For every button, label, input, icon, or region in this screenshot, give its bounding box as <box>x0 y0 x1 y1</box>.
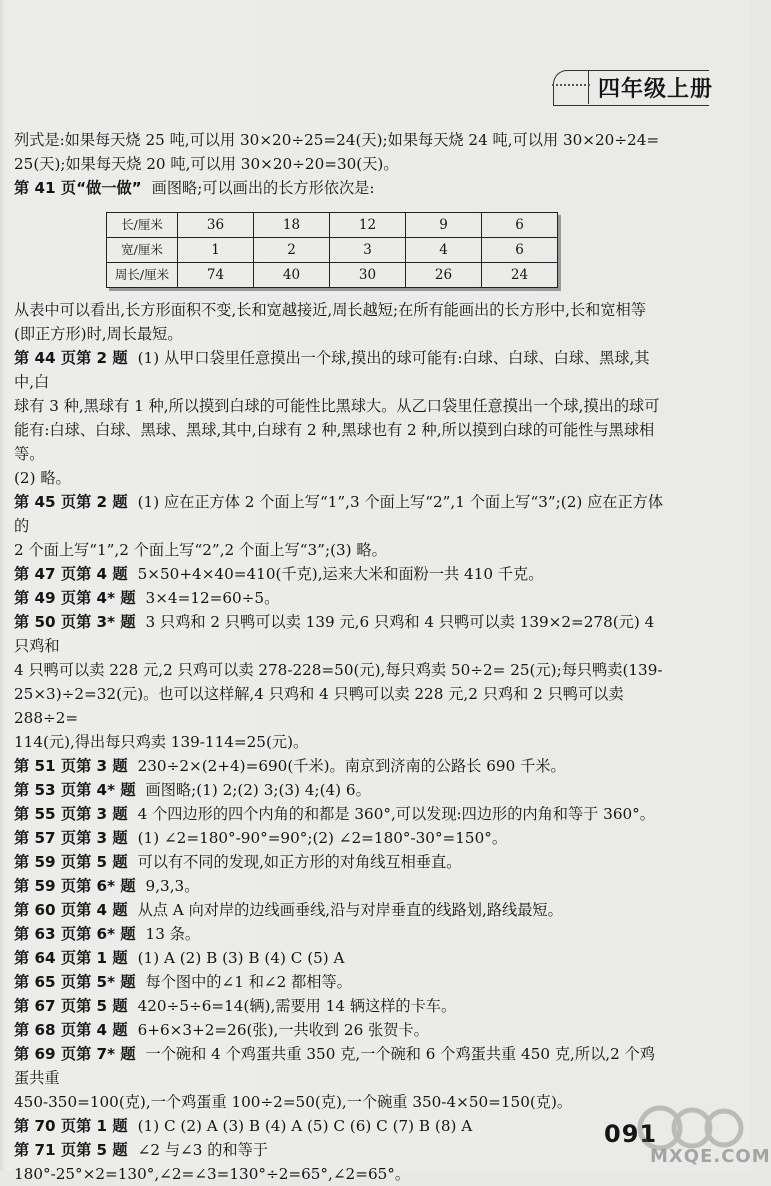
answer-label: 第 49 页第 4* 题 <box>14 589 136 607</box>
table-cell: 40 <box>254 263 330 288</box>
answer-text: (1) ∠2=180°-90°=90°;(2) ∠2=180°-30°=150°。 <box>137 829 508 847</box>
answer-text: (1) 从甲口袋里任意摸出一个球,摸出的球可能有:白球、白球、白球、黑球,其中,白 <box>14 349 650 391</box>
table-cell: 30 <box>330 263 406 288</box>
table-row-header: 宽/厘米 <box>107 238 178 263</box>
answer-label: 第 65 页第 5* 题 <box>14 973 136 991</box>
answer-label: 第 59 页第 5 题 <box>14 853 128 871</box>
line: 2 个面上写“1”,2 个面上写“2”,2 个面上写“3”;(3) 略。 <box>14 541 387 559</box>
answer-text: 6+6×3+2=26(张),一共收到 26 张贺卡。 <box>137 1021 429 1039</box>
line: (即正方形)时,周长最短。 <box>14 325 183 343</box>
answer-label: 第 55 页第 3 题 <box>14 805 128 823</box>
answer-label: 第 45 页第 2 题 <box>14 493 128 511</box>
answer-p57 <box>14 826 664 850</box>
answer-text: (1) C (2) A (3) B (4) A (5) C (6) C (7) B (8) A <box>137 1117 473 1135</box>
line: 列式是:如果每天烧 25 吨,可以用 30×20÷25=24(天);如果每天烧 24 吨,可以用 30×20÷24= <box>14 131 660 149</box>
answer-text: (1) 应在正方体 2 个面上写“1”,3 个面上写“2”,1 个面上写“3”;(2) 应在正方体的 <box>14 493 664 535</box>
answer-p49 <box>14 586 664 610</box>
answer-p50 <box>14 610 664 658</box>
answer-label: 第 47 页第 4 题 <box>14 565 128 583</box>
line: 4 只鸭可以卖 228 元,2 只鸡可以卖 278-228=50(元),每只鸡卖 50÷2= 25(元);每只鸭卖(139- <box>14 661 663 679</box>
answer-label: 第 64 页第 1 题 <box>14 949 128 967</box>
page-number: 091 <box>604 1120 658 1148</box>
answer-p67 <box>14 994 664 1018</box>
answer-text: 每个图中的∠1 和∠2 都相等。 <box>145 973 352 991</box>
rectangle-table <box>106 212 558 288</box>
line: 球有 3 种,黑球有 1 种,所以摸到白球的可能性比黑球大。从乙口袋里任意摸出一个球,摸出的球可 <box>14 397 660 415</box>
answer-label: 第 67 页第 5 题 <box>14 997 128 1015</box>
answer-text: (1) A (2) B (3) B (4) C (5) A <box>137 949 345 967</box>
table-cell: 12 <box>330 213 406 238</box>
answer-label: 第 70 页第 1 题 <box>14 1117 128 1135</box>
answer-text: ∠2 与∠3 的和等于 180°-25°×2=130°,∠2=∠3=130°÷2=65°,∠2=65°。 <box>14 1141 411 1183</box>
answer-p65 <box>14 970 664 994</box>
answer-p51 <box>14 754 664 778</box>
table-cell: 24 <box>482 263 558 288</box>
answer-p63 <box>14 922 664 946</box>
line: (2) 略。 <box>14 469 71 487</box>
line: 114(元),得出每只鸡卖 139-114=25(元)。 <box>14 733 309 751</box>
answer-p53 <box>14 778 664 802</box>
answer-text: 3×4=12=60÷5。 <box>145 589 280 607</box>
answer-content <box>14 128 664 1186</box>
answer-label: 第 60 页第 4 题 <box>14 901 128 919</box>
answer-label: 第 51 页第 3 题 <box>14 757 128 775</box>
answer-p70 <box>14 1114 664 1138</box>
answer-label: 第 59 页第 6* 题 <box>14 877 136 895</box>
answer-text: 4 个四边形的四个内角的和都是 360°,可以发现:四边形的内角和等于 360°。 <box>137 805 655 823</box>
answer-label: 第 44 页第 2 题 <box>14 349 128 367</box>
answer-p71 <box>14 1138 664 1186</box>
header-dotted-line <box>552 84 590 86</box>
answer-label: 第 57 页第 3 题 <box>14 829 128 847</box>
answer-p64 <box>14 946 664 970</box>
table-cell: 6 <box>482 213 558 238</box>
answer-text: 画图略;(1) 2;(2) 3;(3) 4;(4) 6。 <box>145 781 371 799</box>
answer-p68 <box>14 1018 664 1042</box>
answer-text: 5×50+4×40=410(千克),运来大米和面粉一共 410 千克。 <box>137 565 544 583</box>
answer-label: 第 53 页第 4* 题 <box>14 781 136 799</box>
answer-p60 <box>14 898 664 922</box>
answer-text: 一个碗和 4 个鸡蛋共重 350 克,一个碗和 6 个鸡蛋共重 450 克,所以,2 个鸡蛋共重 <box>14 1045 655 1087</box>
line: 25(天);如果每天烧 20 吨,可以用 30×20÷20=30(天)。 <box>14 155 399 173</box>
answer-text: 230÷2×(2+4)=690(千米)。南京到济南的公路长 690 千米。 <box>137 757 566 775</box>
answer-p41 <box>14 176 664 200</box>
answer-p47 <box>14 562 664 586</box>
answer-p55 <box>14 802 664 826</box>
table-row-header: 长/厘米 <box>107 213 178 238</box>
line: 从表中可以看出,长方形面积不变,长和宽越接近,周长越短;在所有能画出的长方形中,长和宽相等 <box>14 301 646 319</box>
table-row <box>107 263 558 288</box>
table-cell: 74 <box>178 263 254 288</box>
answer-p45 <box>14 490 664 538</box>
answer-label: 第 50 页第 3* 题 <box>14 613 136 631</box>
answer-label: 第 63 页第 6* 题 <box>14 925 136 943</box>
answer-p59a <box>14 850 664 874</box>
answer-label: 第 71 页第 5 题 <box>14 1141 128 1159</box>
answer-label: 第 41 页“做一做” <box>14 179 142 197</box>
table-cell: 3 <box>330 238 406 263</box>
table-cell: 4 <box>406 238 482 263</box>
table-cell: 36 <box>178 213 254 238</box>
table-cell: 9 <box>406 213 482 238</box>
table-cell: 6 <box>482 238 558 263</box>
answer-text: 13 条。 <box>145 925 201 943</box>
answer-label: 第 68 页第 4 题 <box>14 1021 128 1039</box>
table-row <box>107 238 558 263</box>
answer-p44 <box>14 346 664 394</box>
table-cell: 2 <box>254 238 330 263</box>
answer-text: 420÷5÷6=14(辆),需要用 14 辆这样的卡车。 <box>137 997 457 1015</box>
answer-text: 画图略;可以画出的长方形依次是: <box>151 179 375 197</box>
line: 能有:白球、白球、黑球、黑球,其中,白球有 2 种,黑球也有 2 种,所以摸到白球的可能性与黑球相等。 <box>14 421 655 463</box>
line: 450-350=100(克),一个鸡蛋重 100÷2=50(克),一个碗重 350-4×50=150(克)。 <box>14 1093 573 1111</box>
answer-text: 从点 A 向对岸的边线画垂线,沿与对岸垂直的线路划,路线最短。 <box>137 901 563 919</box>
header-title: 四年级上册 <box>598 77 714 102</box>
answer-p59b <box>14 874 664 898</box>
watermark-text: MXQE.COM <box>650 1146 771 1167</box>
table-cell: 1 <box>178 238 254 263</box>
answer-text: 3 只鸡和 2 只鸭可以卖 139 元,6 只鸡和 4 只鸭可以卖 139×2=278(元) 4 只鸡和 <box>14 613 655 655</box>
line: 25×3)÷2=32(元)。也可以这样解,4 只鸡和 4 只鸭可以卖 228 元,2 只鸡和 2 只鸭可以卖 288÷2= <box>14 685 624 727</box>
answer-text: 可以有不同的发现,如正方形的对角线互相垂直。 <box>137 853 462 871</box>
table-cell: 18 <box>254 213 330 238</box>
answer-label: 第 69 页第 7* 题 <box>14 1045 136 1063</box>
table-row <box>107 213 558 238</box>
table-cell: 26 <box>406 263 482 288</box>
answer-text: 9,3,3。 <box>145 877 200 895</box>
table-row-header: 周长/厘米 <box>107 263 178 288</box>
answer-p69 <box>14 1042 664 1090</box>
